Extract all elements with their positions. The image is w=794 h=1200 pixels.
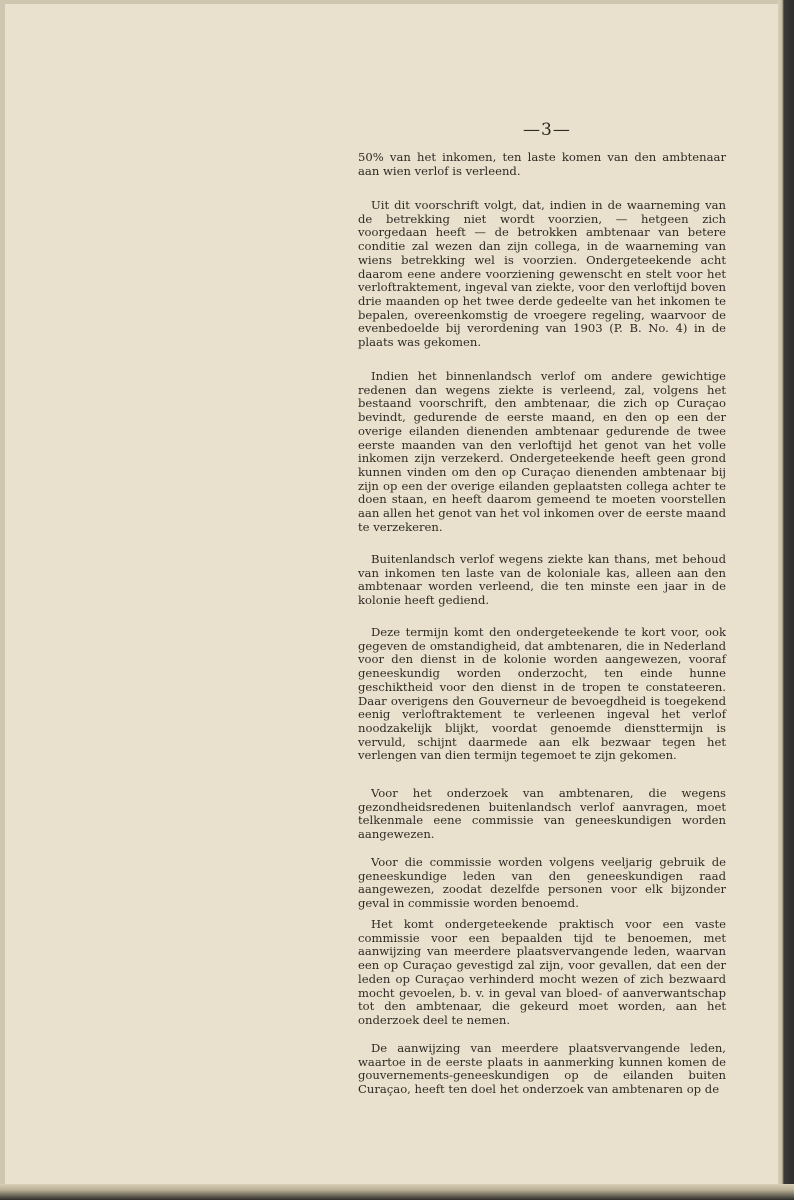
page-number: —3—	[523, 120, 571, 140]
paragraph-7: Voor die commissie worden volgens veeljarig gebruik de geneeskundige leden van den geneeskundigen raad aangewezen, zoodat dezelfde personen voor elk bijzonder geval in commissie worden benoemd.	[358, 855, 726, 911]
paragraph-2: Uit dit voorschrift volgt, dat, indien in de waarneming van de betrekking niet wordt voorzien, — hetgeen zich voorgedaan heeft — de betrokken ambtenaar van betere conditie zal wezen dan zijn collega, in de waarneming van wiens betrekking wel is voorzien. Ondergeteekende acht daarom eene andere voorziening gewenscht en stelt voor het verloftraktement, ingeval van ziekte, voor den verloftijd boven drie maanden op het twee derde gedeelte van het inkomen te bepalen, overeenkomstig de vroegere regeling, waarvoor de evenbedoelde bij verordening van 1903 (P. B. No. 4) in de plaats was gekomen.	[358, 198, 726, 350]
paragraph-6: Voor het onderzoek van ambtenaren, die wegens gezondheidsredenen buitenlandsch verlof aanvragen, moet telkenmale eene commissie van geneeskundigen worden aangewezen.	[358, 786, 726, 842]
paragraph-1: 50% van het inkomen, ten laste komen van den ambtenaar aan wien verlof is verleend.	[358, 150, 726, 178]
paragraph-9: De aanwijzing van meerdere plaatsvervangende leden, waartoe in de eerste plaats in aanmerking kunnen komen de gouvernements-geneeskundigen op de eilanden buiten Curaçao, heeft ten doel het onderzoek van ambtenaren op de	[358, 1041, 726, 1097]
page-edge-left	[0, 0, 5, 1200]
paragraph-8: Het komt ondergeteekende praktisch voor een vaste commissie voor een bepaalden tijd te benoemen, met aanwijzing van meerdere plaatsvervangende leden, waarvan een op Curaçao gevestigd zal zijn, voor gevallen, dat een der leden op Curaçao verhinderd mocht wezen of zich bezwaard mocht gevoelen, b. v. in geval van bloed- of aanverwantschap tot den ambtenaar, die gekeurd moet worden, aan het onderzoek deel te nemen.	[358, 917, 726, 1027]
page-edge-right	[778, 0, 794, 1200]
paragraph-5: Deze termijn komt den ondergeteekende te kort voor, ook gegeven de omstandigheid, dat ambtenaren, die in Nederland voor den dienst in de kolonie worden aangewezen, vooraf geneeskundig worden onderzocht, ten einde hunne geschiktheid voor den dienst in de tropen te constateeren. Daar overigens den Gouverneur de bevoegdheid is toegekend eenig verloftraktement te verleenen ingeval het verlof noodzakelijk blijkt, voordat genoemde diensttermijn is vervuld, schijnt daarmede aan elk bezwaar tegen het verlengen van dien termijn tegemoet te zijn gekomen.	[358, 625, 726, 763]
paragraph-4: Buitenlandsch verlof wegens ziekte kan thans, met behoud van inkomen ten laste van de koloniale kas, alleen aan den ambtenaar worden verleend, die ten minste een jaar in de kolonie heeft gediend.	[358, 552, 726, 608]
paragraph-3: Indien het binnenlandsch verlof om andere gewichtige redenen dan wegens ziekte is verleend, zal, volgens het bestaand voorschrift, den ambtenaar, die zich op Curaçao bevindt, gedurende de eerste maand, en den op een der overige eilanden dienenden ambtenaar gedurende de twee eerste maanden van den verloftijd het genot van het volle inkomen zijn verzekerd. Ondergeteekende heeft geen grond kunnen vinden om den op Curaçao dienenden ambtenaar bij zijn op een der overige eilanden geplaatsten collega achter te doen staan, en heeft daarom gemeend te moeten voorstellen aan allen het genot van het vol inkomen over de eerste maand te verzekeren.	[358, 369, 726, 534]
page-edge-top	[0, 0, 794, 4]
page-edge-bottom	[0, 1184, 794, 1200]
